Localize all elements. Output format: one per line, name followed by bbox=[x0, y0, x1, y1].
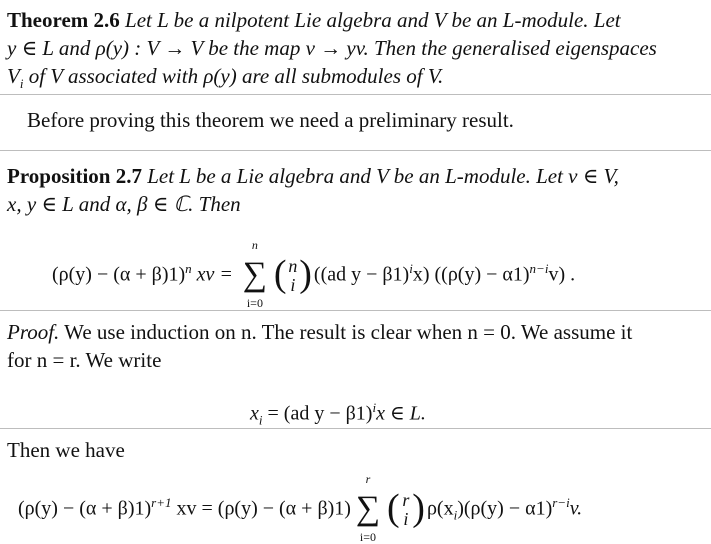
sum-lower: i=0 bbox=[246, 296, 263, 310]
binom-bottom: i bbox=[290, 275, 296, 295]
theorem-line-3 bbox=[7, 64, 443, 96]
proposition-line-2: x, y ∈ L and α, β ∈ ℂ. Then bbox=[7, 192, 241, 216]
proposition-text-1: Let L be a Lie algebra and V be an L-module. Let v ∈ V, bbox=[147, 164, 619, 188]
binomial-2: ( r i ) bbox=[386, 487, 425, 529]
theorem-text-1: Let L be a nilpotent Lie algebra and V be an L-module. Let bbox=[125, 8, 621, 32]
eq2-right: ρ(x bbox=[426, 497, 454, 520]
proof-heading: Proof. bbox=[7, 320, 60, 344]
proof-line-2: for n = r. We write bbox=[7, 348, 162, 372]
binomial: ( n i ) bbox=[273, 253, 312, 295]
eq-right-2-sup: n−i bbox=[529, 260, 549, 276]
eq2-mid: xv = (ρ(y) − (α + β)1) bbox=[171, 497, 351, 520]
eq-left-tail: xv = bbox=[191, 263, 238, 286]
divider-2 bbox=[0, 150, 711, 151]
proof-then: Then we have bbox=[7, 438, 125, 462]
eq-x: x bbox=[250, 402, 259, 425]
proof-equation-2 bbox=[18, 472, 583, 544]
theorem-text-3: of V associated with ρ(y) are all submodules of V. bbox=[23, 64, 444, 88]
proof-text-1: We use induction on n. The result is clear when n = 0. We assume it bbox=[59, 320, 633, 344]
sum2-lower: i=0 bbox=[359, 530, 376, 544]
eq-right-2-tail: v) . bbox=[548, 263, 576, 286]
eq-right-1-tail: x) ((ρ(y) − α1) bbox=[412, 263, 530, 286]
theorem-V: V bbox=[7, 64, 20, 88]
theorem-line-2: y ∈ L and ρ(y) : V → V be the map v → yv. Then the generalised eigenspaces bbox=[7, 36, 657, 60]
eq-tail: x ∈ L. bbox=[376, 402, 426, 425]
divider-1 bbox=[0, 94, 711, 95]
divider-4 bbox=[0, 428, 711, 429]
eq2-tail: v. bbox=[569, 497, 583, 520]
binom-top: n bbox=[288, 256, 298, 276]
divider-3 bbox=[0, 310, 711, 311]
proposition-line-1 bbox=[7, 164, 619, 188]
remark-text: Before proving this theorem we need a preliminary result. bbox=[27, 108, 514, 132]
eq2-left: (ρ(y) − (α + β)1) bbox=[18, 497, 152, 520]
eq-mid-sup: i bbox=[372, 400, 377, 415]
theorem-V-sub: i bbox=[19, 76, 24, 92]
eq2-right-sub: i bbox=[453, 507, 458, 523]
sum-symbol-2: r ∑ i=0 bbox=[351, 498, 385, 522]
sum2-upper: r bbox=[365, 472, 371, 486]
sum-symbol: n ∑ i=0 bbox=[238, 264, 272, 288]
eq2-left-sup: r+1 bbox=[151, 494, 172, 510]
theorem-line-1 bbox=[7, 8, 621, 32]
proposition-equation bbox=[52, 238, 576, 310]
proposition-heading: Proposition 2.7 bbox=[7, 164, 142, 188]
theorem-heading: Theorem 2.6 bbox=[7, 8, 120, 32]
eq2-right-2: )(ρ(y) − α1) bbox=[457, 497, 553, 520]
binom2-bottom: i bbox=[403, 509, 409, 529]
eq-mid: = (ad y − β1) bbox=[262, 402, 373, 425]
sum-upper: n bbox=[251, 238, 258, 252]
eq-left: (ρ(y) − (α + β)1) bbox=[52, 263, 186, 286]
proof-line-1 bbox=[7, 320, 632, 344]
eq2-right-sup: r−i bbox=[552, 494, 570, 510]
binom2-top: r bbox=[402, 490, 410, 510]
eq-x-sub: i bbox=[258, 412, 263, 428]
eq-right-1-sup: i bbox=[409, 260, 413, 276]
eq-right-1: ((ad y − β1) bbox=[313, 263, 410, 286]
eq-left-sup: n bbox=[185, 260, 192, 276]
